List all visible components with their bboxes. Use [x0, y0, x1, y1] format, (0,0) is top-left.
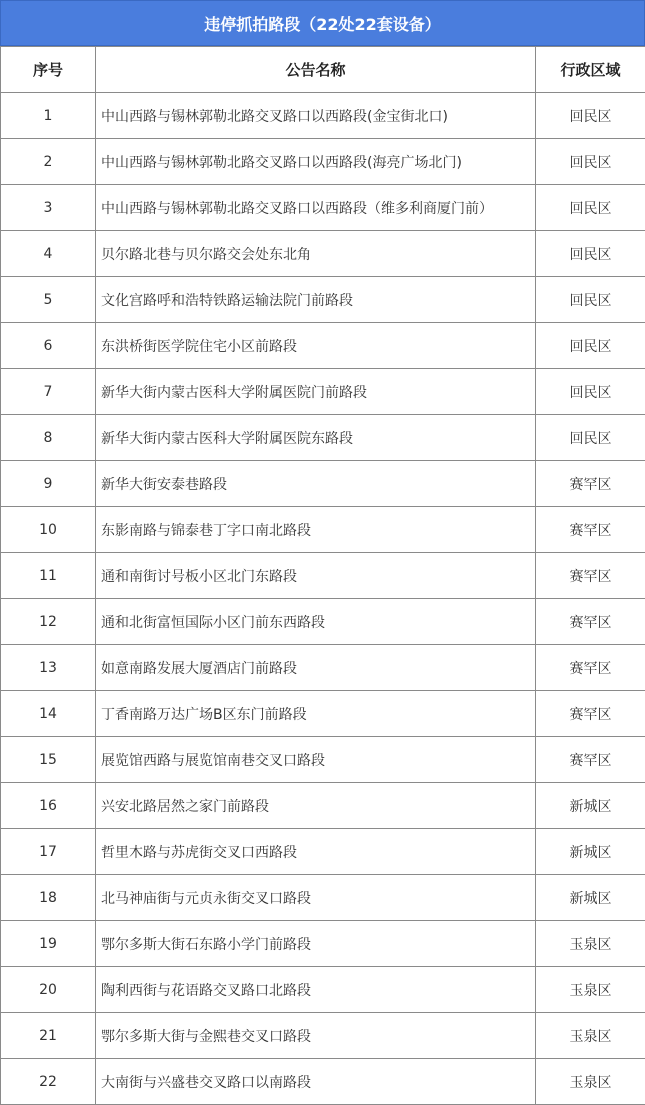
cell-district: 回民区 — [536, 93, 645, 139]
cell-serial-number: 18 — [1, 875, 96, 921]
cell-notice-name: 新华大街安泰巷路段 — [96, 461, 536, 507]
cell-serial-number: 11 — [1, 553, 96, 599]
table-row — [1, 461, 645, 507]
cell-serial-number: 15 — [1, 737, 96, 783]
cell-district: 赛罕区 — [536, 737, 645, 783]
cell-notice-name: 北马神庙街与元贞永街交叉口路段 — [96, 875, 536, 921]
table-row — [1, 737, 645, 783]
cell-serial-number: 14 — [1, 691, 96, 737]
cell-serial-number: 5 — [1, 277, 96, 323]
table-row — [1, 93, 645, 139]
cell-district: 玉泉区 — [536, 921, 645, 967]
cell-notice-name: 新华大街内蒙古医科大学附属医院门前路段 — [96, 369, 536, 415]
cell-notice-name: 新华大街内蒙古医科大学附属医院东路段 — [96, 415, 536, 461]
cell-notice-name: 中山西路与锡林郭勒北路交叉路口以西路段（维多利商厦门前） — [96, 185, 536, 231]
cell-serial-number: 19 — [1, 921, 96, 967]
table-row — [1, 967, 645, 1013]
cell-notice-name: 通和南街讨号板小区北门东路段 — [96, 553, 536, 599]
cell-district: 赛罕区 — [536, 645, 645, 691]
cell-serial-number: 16 — [1, 783, 96, 829]
table-row — [1, 1013, 645, 1059]
cell-serial-number: 17 — [1, 829, 96, 875]
cell-district: 赛罕区 — [536, 507, 645, 553]
table-row — [1, 829, 645, 875]
cell-district: 赛罕区 — [536, 599, 645, 645]
table-header — [1, 47, 645, 93]
table-row — [1, 507, 645, 553]
cell-notice-name: 东洪桥街医学院住宅小区前路段 — [96, 323, 536, 369]
cell-serial-number: 12 — [1, 599, 96, 645]
cell-notice-name: 如意南路发展大厦酒店门前路段 — [96, 645, 536, 691]
cell-notice-name: 东影南路与锦泰巷丁字口南北路段 — [96, 507, 536, 553]
cell-serial-number: 1 — [1, 93, 96, 139]
cell-district: 回民区 — [536, 185, 645, 231]
table-row — [1, 691, 645, 737]
table-row — [1, 185, 645, 231]
cell-district: 新城区 — [536, 829, 645, 875]
cell-serial-number: 7 — [1, 369, 96, 415]
cell-notice-name: 陶利西街与花语路交叉路口北路段 — [96, 967, 536, 1013]
cell-notice-name: 展览馆西路与展览馆南巷交叉口路段 — [96, 737, 536, 783]
cell-district: 玉泉区 — [536, 967, 645, 1013]
cell-district: 回民区 — [536, 369, 645, 415]
cell-notice-name: 中山西路与锡林郭勒北路交叉路口以西路段(金宝街北口) — [96, 93, 536, 139]
cell-serial-number: 20 — [1, 967, 96, 1013]
cell-notice-name: 贝尔路北巷与贝尔路交会处东北角 — [96, 231, 536, 277]
header-district: 行政区域 — [536, 47, 645, 93]
cell-district: 回民区 — [536, 415, 645, 461]
header-row — [1, 47, 645, 93]
cell-notice-name: 文化宫路呼和浩特铁路运输法院门前路段 — [96, 277, 536, 323]
table-row — [1, 599, 645, 645]
cell-district: 玉泉区 — [536, 1059, 645, 1105]
cell-notice-name: 大南街与兴盛巷交叉路口以南路段 — [96, 1059, 536, 1105]
cell-serial-number: 22 — [1, 1059, 96, 1105]
header-serial-number: 序号 — [1, 47, 96, 93]
table-row — [1, 783, 645, 829]
cell-notice-name: 鄂尔多斯大街石东路小学门前路段 — [96, 921, 536, 967]
cell-district: 玉泉区 — [536, 1013, 645, 1059]
cell-district: 回民区 — [536, 231, 645, 277]
table-title: 违停抓拍路段（22处22套设备） — [0, 0, 645, 46]
cell-district: 赛罕区 — [536, 553, 645, 599]
cell-serial-number: 10 — [1, 507, 96, 553]
cell-serial-number: 21 — [1, 1013, 96, 1059]
table-row — [1, 645, 645, 691]
cell-notice-name: 鄂尔多斯大街与金熙巷交叉口路段 — [96, 1013, 536, 1059]
cell-serial-number: 13 — [1, 645, 96, 691]
cell-district: 赛罕区 — [536, 461, 645, 507]
cell-district: 新城区 — [536, 875, 645, 921]
cell-district: 新城区 — [536, 783, 645, 829]
cell-serial-number: 6 — [1, 323, 96, 369]
road-section-table — [0, 46, 645, 1105]
cell-serial-number: 4 — [1, 231, 96, 277]
cell-serial-number: 9 — [1, 461, 96, 507]
cell-notice-name: 通和北街富恒国际小区门前东西路段 — [96, 599, 536, 645]
table-row — [1, 277, 645, 323]
cell-serial-number: 3 — [1, 185, 96, 231]
table-row — [1, 139, 645, 185]
cell-district: 回民区 — [536, 139, 645, 185]
table-row — [1, 921, 645, 967]
table-row — [1, 369, 645, 415]
cell-district: 回民区 — [536, 277, 645, 323]
table-row — [1, 415, 645, 461]
cell-district: 赛罕区 — [536, 691, 645, 737]
cell-serial-number: 2 — [1, 139, 96, 185]
table-row — [1, 1059, 645, 1105]
cell-district: 回民区 — [536, 323, 645, 369]
table-row — [1, 875, 645, 921]
table-row — [1, 323, 645, 369]
cell-serial-number: 8 — [1, 415, 96, 461]
table-row — [1, 231, 645, 277]
cell-notice-name: 中山西路与锡林郭勒北路交叉路口以西路段(海亮广场北门) — [96, 139, 536, 185]
cell-notice-name: 兴安北路居然之家门前路段 — [96, 783, 536, 829]
header-notice-name: 公告名称 — [96, 47, 536, 93]
table-body — [1, 93, 645, 1105]
table-row — [1, 553, 645, 599]
cell-notice-name: 丁香南路万达广场B区东门前路段 — [96, 691, 536, 737]
cell-notice-name: 哲里木路与苏虎街交叉口西路段 — [96, 829, 536, 875]
